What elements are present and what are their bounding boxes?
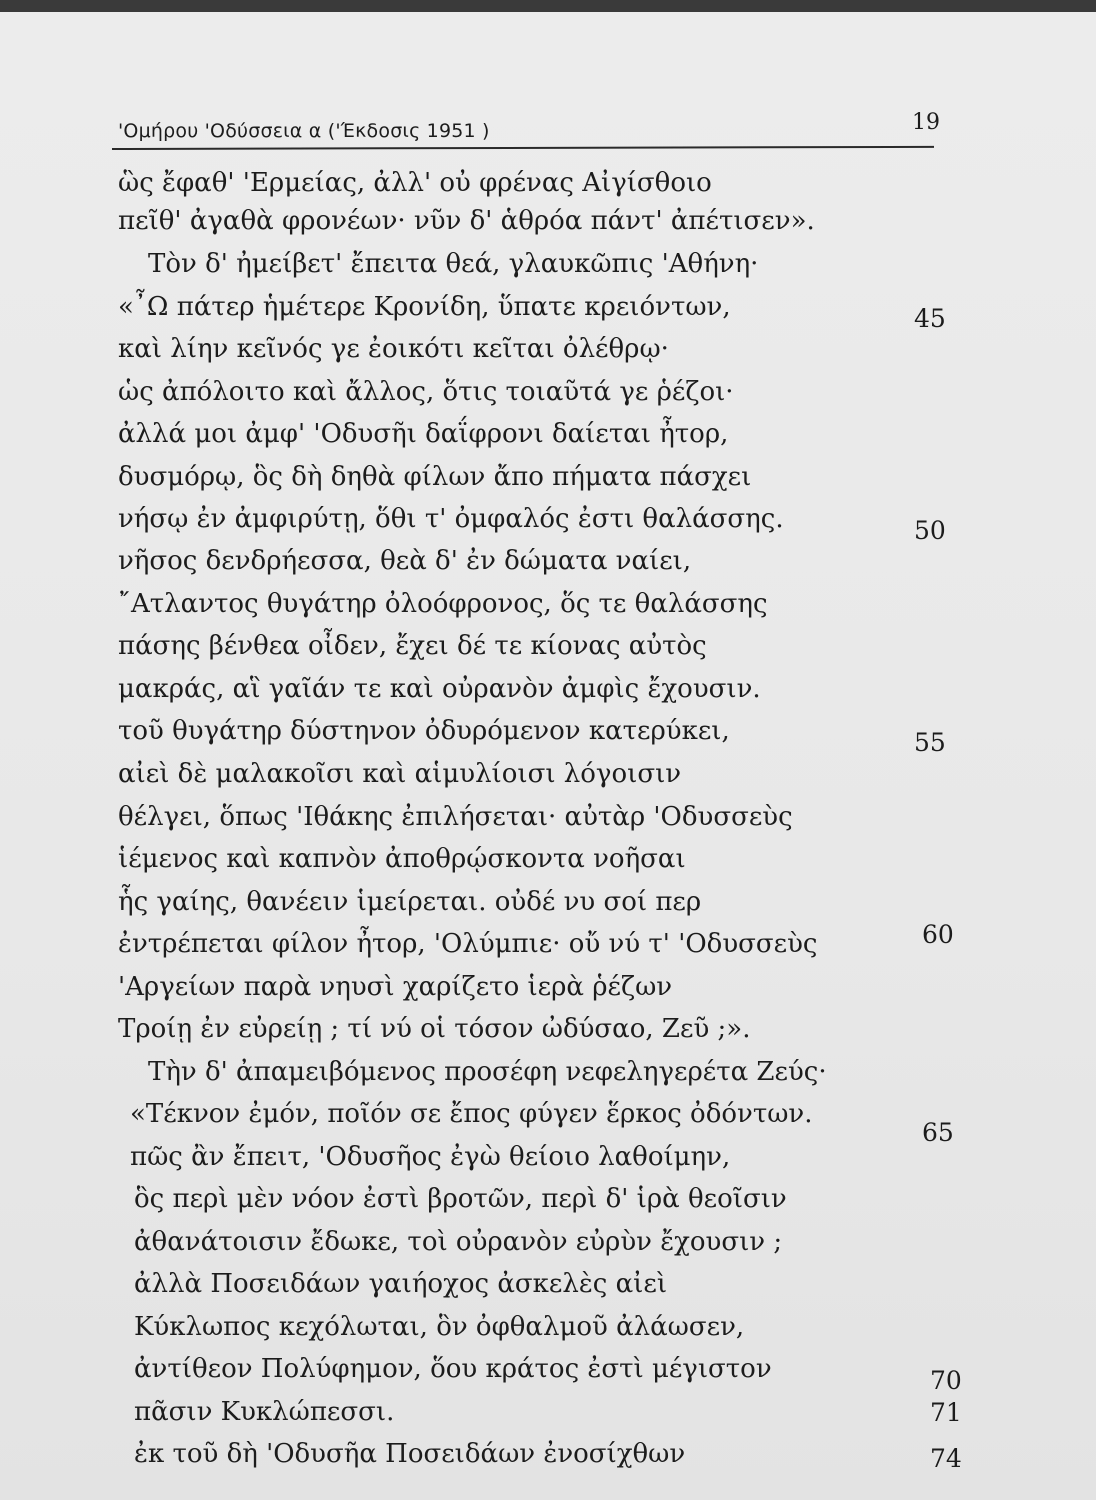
verse-line: νῆσος δενδρήεσσα, θεὰ δ' ἐν δώματα ναίει, [118, 546, 692, 576]
line-number: 55 [914, 728, 946, 757]
verse-line: Τὸν δ' ἠμείβετ' ἔπειτα θεά, γλαυκῶπις 'Αθήνη· [148, 249, 759, 279]
verse-line: πάσης βένθεα οἶδεν, ἔχει δέ τε κίονας αὐτὸς [118, 631, 707, 661]
verse-line: πᾶσιν Κυκλώπεσσι. [134, 1397, 395, 1427]
verse-line: καὶ λίην κεῖνός γε ἐοικότι κεῖται ὀλέθρῳ· [118, 334, 669, 364]
verse-line: αἰεὶ δὲ μαλακοῖσι καὶ αἱμυλίοισι λόγοισιν [118, 759, 682, 789]
scan-top-edge [0, 0, 1096, 12]
verse-line: «῏Ω πάτερ ἡμέτερε Κρονίδη, ὕπατε κρειόντων, [118, 292, 731, 322]
line-number: 60 [922, 920, 954, 949]
line-number: 70 [930, 1366, 962, 1395]
verse-line: ἀλλὰ Ποσειδάων γαιήοχος ἀσκελὲς αἰεὶ [134, 1269, 668, 1299]
verse-line: πῶς ἂν ἔπειτ, 'Οδυσῆος ἐγὼ θείοιο λαθοίμην, [130, 1142, 731, 1172]
verse-line: ῎Ατλαντος θυγάτηρ ὀλοόφρονος, ὅς τε θαλάσσης [118, 589, 768, 619]
verse-line: Κύκλωπος κεχόλωται, ὃν ὀφθαλμοῦ ἀλάωσεν, [134, 1312, 745, 1342]
verse-line: ὃς περὶ μὲν νόον ἐστὶ βροτῶν, περὶ δ' ἱρὰ θεοῖσιν [134, 1184, 787, 1214]
verse-line: ὡς ἀπόλοιτο καὶ ἄλλος, ὅτις τοιαῦτά γε ῥέζοι· [118, 377, 734, 407]
verse-line: θέλγει, ὅπως 'Ιθάκης ἐπιλήσεται· αὐτὰρ 'Οδυσσεὺς [118, 802, 793, 832]
line-number: 45 [914, 304, 946, 333]
verse-line: ἀντίθεον Πολύφημον, ὅου κράτος ἐστὶ μέγιστον [134, 1354, 772, 1384]
verse-line: νήσῳ ἐν ἀμφιρύτῃ, ὅθι τ' ὀμφαλός ἐστι θαλάσσης. [118, 504, 784, 534]
line-number: 50 [914, 516, 946, 545]
verse-line: ἱέμενος καὶ καπνὸν ἀποθρῴσκοντα νοῆσαι [118, 844, 686, 874]
verse-line: Τροίῃ ἐν εὐρείῃ ; τί νύ οἱ τόσον ὠδύσαο, Ζεῦ ;». [118, 1014, 751, 1044]
verse-line: μακράς, αἳ γαῖάν τε καὶ οὐρανὸν ἀμφὶς ἔχουσιν. [118, 674, 761, 704]
running-head: 'Ομήρου 'Οδύσσεια α ('Έκδοσις 1951 ) [118, 120, 490, 142]
verse-line: ἐντρέπεται φίλον ἦτορ, 'Ολύμπιε· οὔ νύ τ' 'Οδυσσεὺς [118, 929, 818, 959]
line-number: 74 [930, 1444, 962, 1473]
verse-line: πεῖθ' ἀγαθὰ φρονέων· νῦν δ' ἁθρόα πάντ' ἀπέτισεν». [118, 206, 815, 236]
verse-line: ὣς ἔφαθ' 'Ερμείας, ἀλλ' οὐ φρένας Αἰγίσθοιο [118, 168, 712, 198]
line-number: 65 [922, 1118, 954, 1147]
verse-line: 'Αργείων παρὰ νηυσὶ χαρίζετο ἱερὰ ῥέζων [118, 972, 673, 1002]
verse-line: «Τέκνον ἐμόν, ποῖόν σε ἔπος φύγεν ἕρκος ὀδόντων. [130, 1099, 813, 1129]
verse-line: ἧς γαίης, θανέειν ἱμείρεται. οὐδέ νυ σοί περ [118, 887, 702, 917]
verse-line: ἀλλά μοι ἀμφ' 'Οδυσῆι δαΐφρονι δαίεται ἦτορ, [118, 419, 729, 449]
verse-line: τοῦ θυγάτηρ δύστηνον ὀδυρόμενον κατερύκει, [118, 716, 730, 746]
line-number: 71 [930, 1398, 962, 1427]
verse-line: ἀθανάτοισιν ἔδωκε, τοὶ οὐρανὸν εὐρὺν ἔχουσιν ; [134, 1227, 783, 1257]
verse-line: δυσμόρῳ, ὃς δὴ δηθὰ φίλων ἄπο πήματα πάσχει [118, 462, 752, 492]
verse-line: Τὴν δ' ἀπαμειβόμενος προσέφη νεφεληγερέτα Ζεύς· [148, 1057, 827, 1087]
page-number: 19 [912, 110, 940, 135]
verse-line: ἐκ τοῦ δὴ 'Οδυσῆα Ποσειδάων ἐνοσίχθων [134, 1439, 686, 1469]
